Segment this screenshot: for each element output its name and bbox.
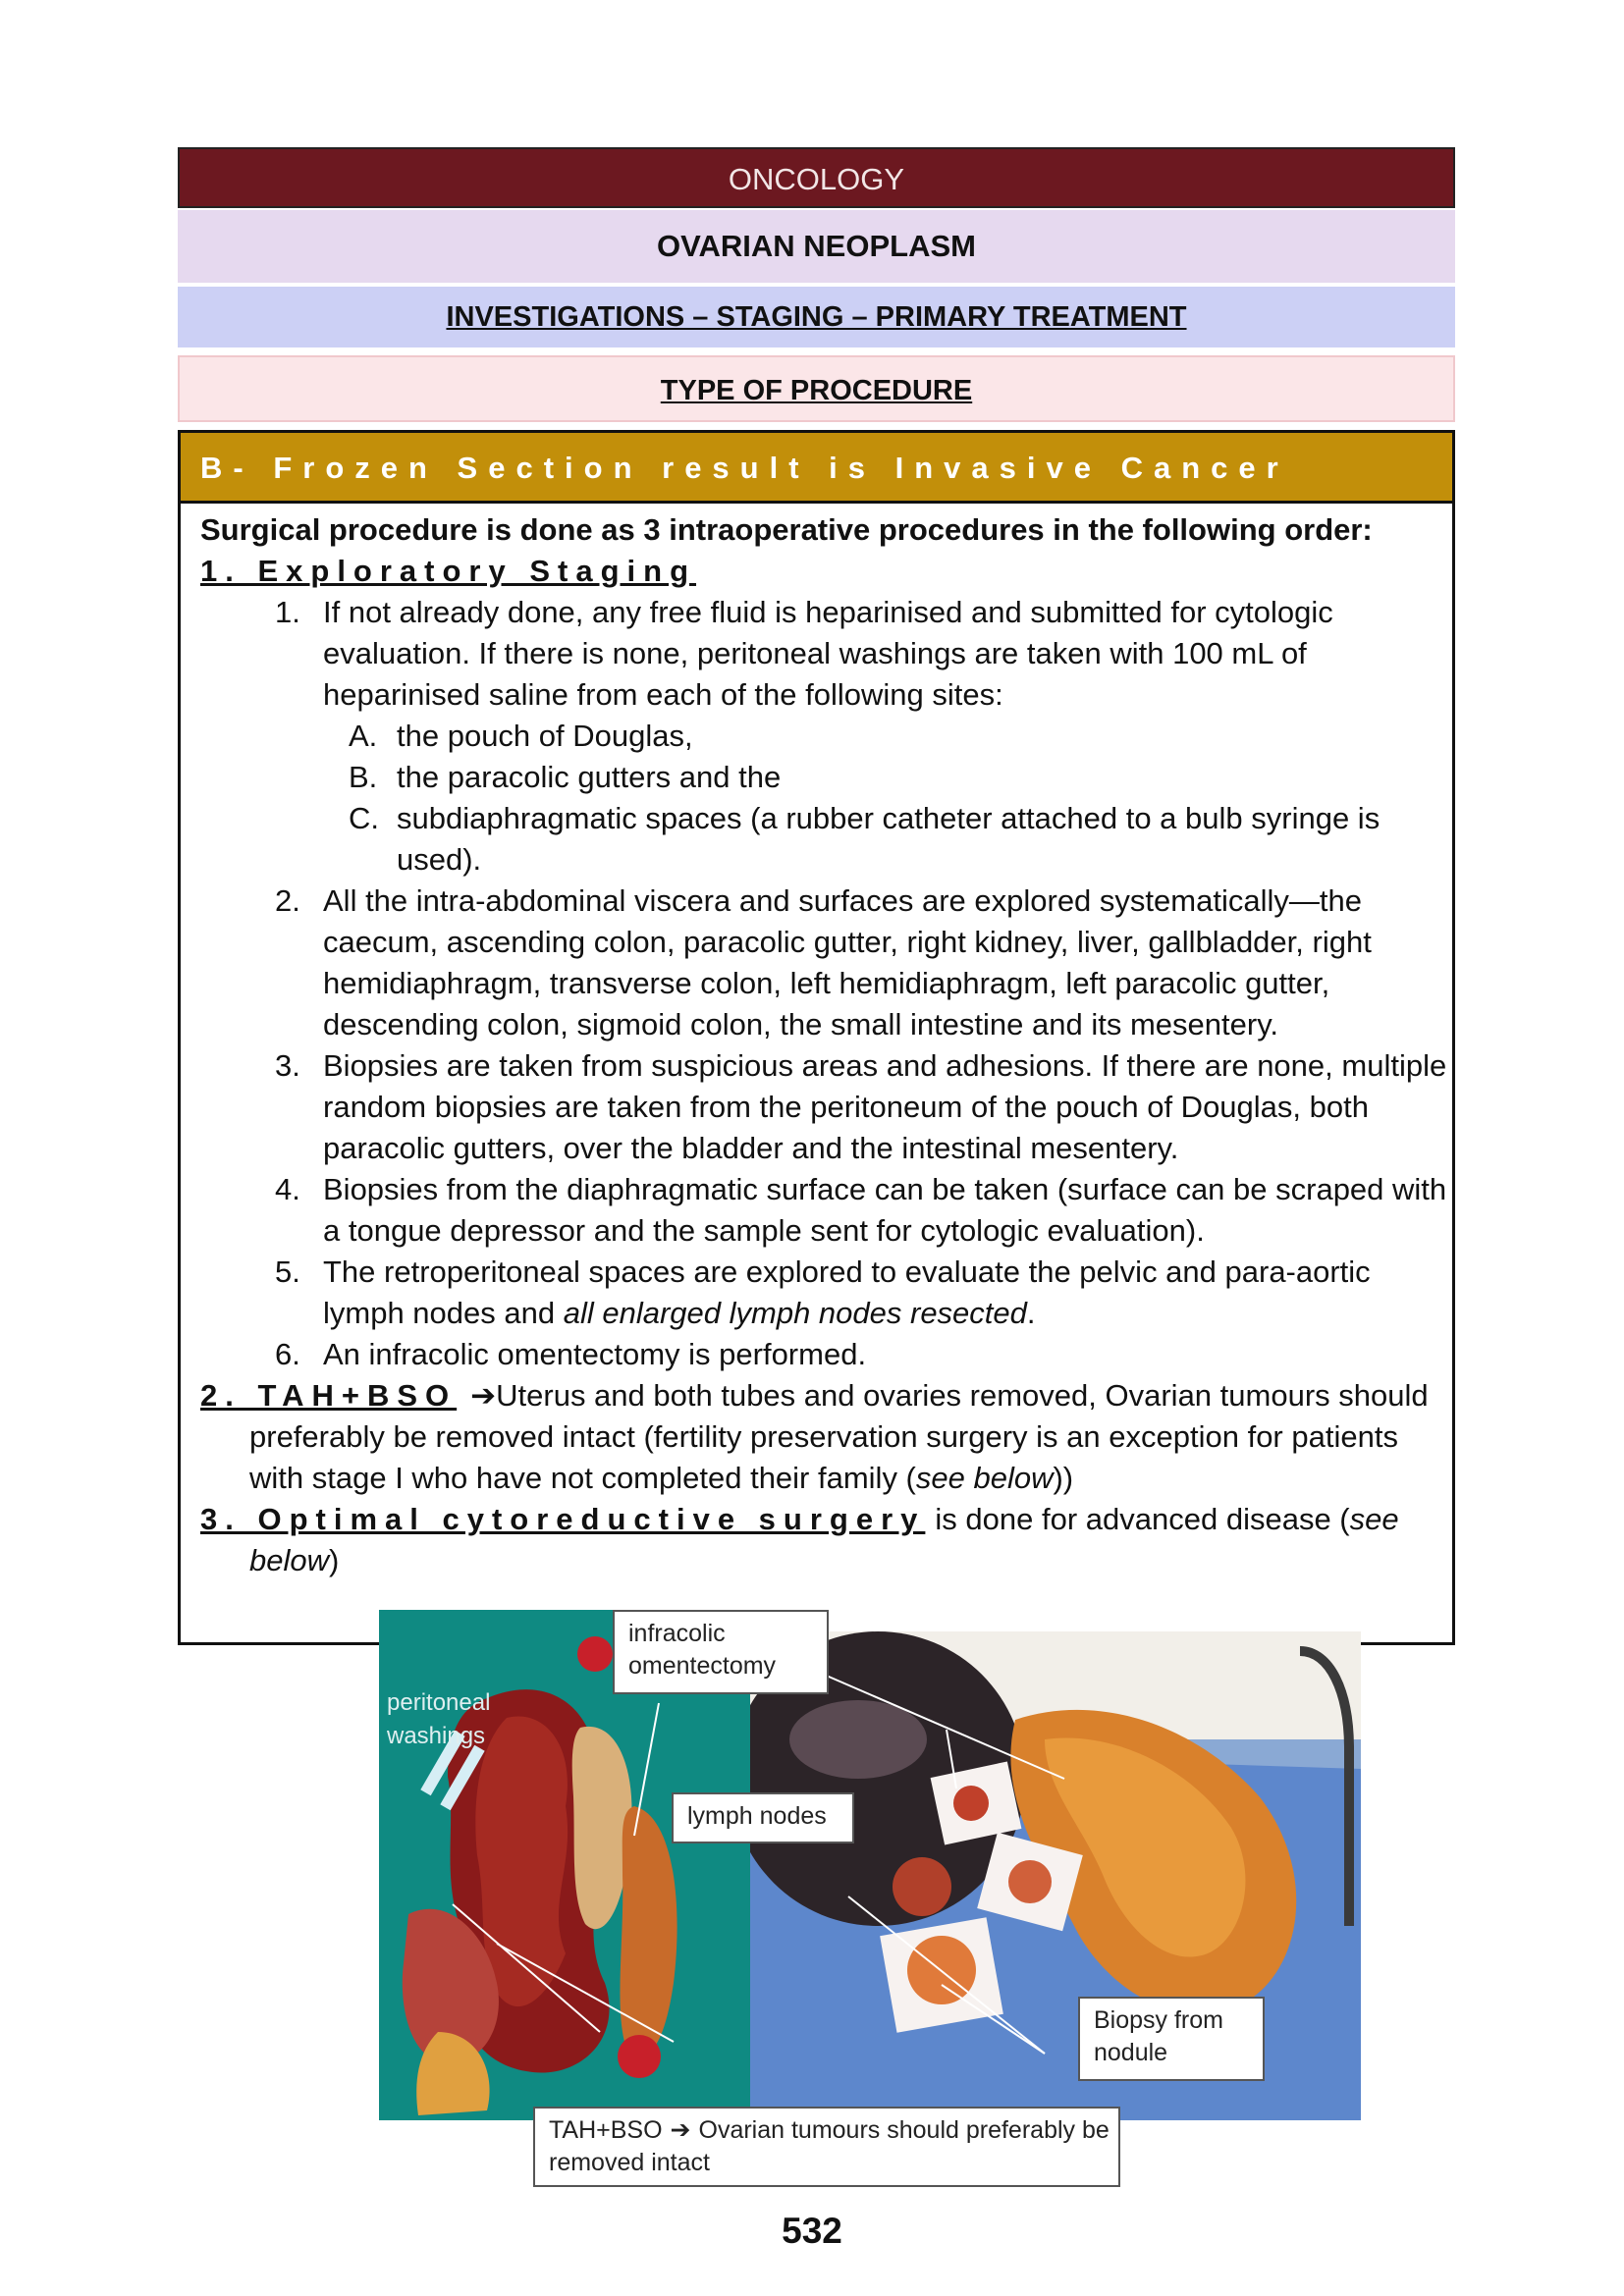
item-1-line: evaluation. If there is none, peritoneal washings are taken with 100 mL of [323, 636, 1307, 670]
item-5-tail: . [1026, 1296, 1036, 1330]
specimen-right-illustration [750, 1631, 1361, 2120]
step2-label: 2. TAH+BSO [200, 1378, 458, 1413]
photo-right-panel [750, 1631, 1361, 2120]
item-number: 2. [275, 883, 300, 918]
procedure-box [178, 430, 1455, 1645]
item-3-line: Biopsies are taken from suspicious areas and adhesions. If there are none, multiple [323, 1048, 1447, 1083]
step3-italic: see [1349, 1502, 1399, 1536]
callout-tah-label: TAH+BSO [549, 2116, 663, 2144]
site-letter: B. [349, 760, 378, 794]
intro-text: Surgical procedure is done as 3 intraoperative procedures in the following order: [200, 512, 1373, 547]
step2-line [200, 1375, 1429, 1416]
arrow-right-icon: ➔ [670, 2116, 691, 2144]
item-5-line [323, 1293, 1036, 1334]
site-text: subdiaphragmatic spaces (a rubber catheter attached to a bulb syringe is [397, 801, 1380, 835]
step2-italic: see below [915, 1461, 1054, 1495]
item-3-line: random biopsies are taken from the peritoneum of the pouch of Douglas, both [323, 1090, 1369, 1124]
site-letter: C. [349, 801, 379, 835]
page-number: 532 [782, 2211, 842, 2251]
item-4-line: Biopsies from the diaphragmatic surface can be taken (surface can be scraped with [323, 1172, 1447, 1206]
callout-tah-bso [533, 2107, 1120, 2187]
item-2-line: caecum, ascending colon, paracolic gutter, right kidney, liver, gallbladder, right [323, 925, 1372, 959]
callout-omentectomy: infracolic omentectomy [613, 1610, 829, 1694]
item-1-line: heparinised saline from each of the following sites: [323, 677, 1003, 712]
callout-tah-line [549, 2114, 1110, 2147]
callout-lymph-nodes: lymph nodes [672, 1792, 854, 1843]
item-number: 6. [275, 1337, 300, 1371]
arrow-right-icon: ➔ [470, 1378, 497, 1413]
step3-line [200, 1499, 1399, 1540]
item-1-line: If not already done, any free fluid is heparinised and submitted for cytologic [323, 595, 1333, 629]
site-text: the paracolic gutters and the [397, 760, 782, 794]
site-text: the pouch of Douglas, [397, 719, 693, 753]
item-2-line: descending colon, sigmoid colon, the small intestine and its mesentery. [323, 1007, 1279, 1041]
step3-label: 3. Optimal cytoreductive surgery [200, 1502, 926, 1536]
topic-header: OVARIAN NEOPLASM [178, 210, 1455, 283]
step1-label: 1. Exploratory Staging [200, 554, 697, 588]
item-5-text: lymph nodes and [323, 1296, 564, 1330]
step2-line [249, 1458, 1073, 1499]
step2-text: with stage I who have not completed their family ( [249, 1461, 916, 1495]
callout-biopsy: Biopsy from nodule [1078, 1997, 1265, 2081]
box-title: B- Frozen Section result is Invasive Cancer [181, 433, 1452, 504]
item-5-italic: all enlarged lymph nodes resected [563, 1296, 1027, 1330]
item-6-line: An infracolic omentectomy is performed. [323, 1337, 867, 1371]
item-2-line: hemidiaphragm, transverse colon, left hemidiaphragm, left paracolic gutter, [323, 966, 1330, 1000]
step3-text: is done for advanced disease ( [935, 1502, 1350, 1536]
step2-text: Uterus and both tubes and ovaries removed, Ovarian tumours should [496, 1378, 1429, 1413]
subtopic-header: INVESTIGATIONS – STAGING – PRIMARY TREATMENT [178, 287, 1455, 347]
item-4-line: a tongue depressor and the sample sent for cytologic evaluation). [323, 1213, 1205, 1248]
step2-line: preferably be removed intact (fertility preservation surgery is an exception for patients [249, 1419, 1398, 1454]
site-letter: A. [349, 719, 378, 753]
procedure-heading: TYPE OF PROCEDURE [178, 355, 1455, 422]
item-number: 3. [275, 1048, 300, 1083]
item-3-line: paracolic gutters, over the bladder and the intestinal mesentery. [323, 1131, 1179, 1165]
peritoneal-washings-label: peritoneal washings [387, 1689, 491, 1749]
item-number: 5. [275, 1255, 300, 1289]
step3-end: ) [329, 1543, 340, 1577]
callout-tah-text: Ovarian tumours should preferably be [698, 2116, 1110, 2144]
site-text: used). [397, 842, 482, 877]
item-2-line: All the intra-abdominal viscera and surfaces are explored systematically—the [323, 883, 1362, 918]
item-number: 4. [275, 1172, 300, 1206]
step3-line [249, 1540, 339, 1581]
item-number: 1. [275, 595, 300, 629]
section-header: ONCOLOGY [178, 147, 1455, 208]
step3-italic: below [249, 1543, 329, 1577]
callout-tah-line2: removed intact [549, 2149, 710, 2176]
step2-end: )) [1053, 1461, 1074, 1495]
item-5-line: The retroperitoneal spaces are explored to evaluate the pelvic and para-aortic [323, 1255, 1371, 1289]
